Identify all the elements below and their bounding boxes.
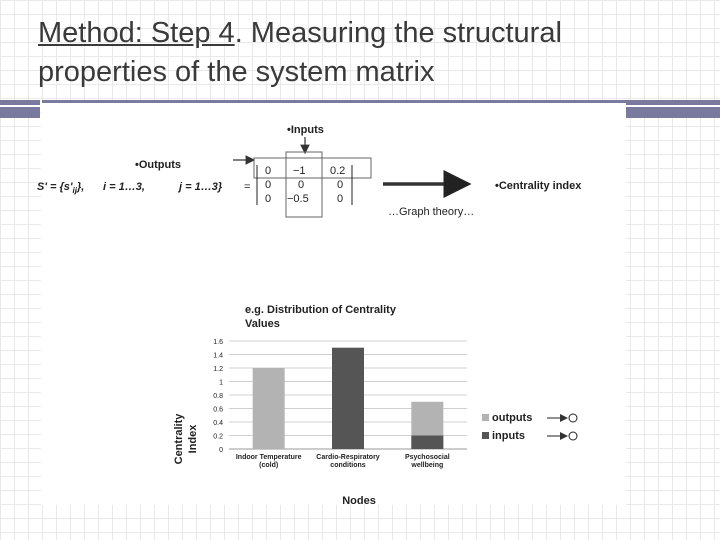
formula-j: j = 1…3} <box>179 181 223 193</box>
chart-bar-inputs <box>332 348 364 449</box>
matrix-cell: 0 <box>265 193 272 205</box>
chart-legend-label: outputs <box>492 412 533 424</box>
chart-ytick: 0.6 <box>213 406 223 414</box>
chart-bar-outputs <box>253 368 285 449</box>
chart-legend-label: inputs <box>492 430 525 442</box>
chart-xtick: conditions <box>330 462 366 469</box>
figure-svg <box>37 103 626 507</box>
title-step: Method: Step 4 <box>38 17 235 49</box>
centrality-label: •Centrality index <box>495 180 582 192</box>
chart-ytick: 1.2 <box>213 366 223 373</box>
accent-bar-right <box>626 100 720 118</box>
equals-sign: = <box>244 181 251 193</box>
graph-theory-label: …Graph theory… <box>388 206 475 218</box>
chart-xlabel: Nodes <box>342 495 376 507</box>
chart-title-line1: e.g. Distribution of Centrality <box>245 304 396 316</box>
chart-title-line2: Values <box>245 318 280 330</box>
matrix-cell: 0 <box>265 165 272 177</box>
matrix-cell: 0 <box>337 193 344 205</box>
chart-legend-swatch <box>482 432 489 439</box>
outputs-label: •Outputs <box>135 159 182 171</box>
chart-ytick: 1.4 <box>213 352 223 360</box>
chart-xtick: (cold) <box>259 462 279 469</box>
chart-xtick: Cardio-Respiratory <box>316 454 380 461</box>
slide-title <box>38 14 698 92</box>
matrix-cell: −0.5 <box>287 193 309 205</box>
chart-plot <box>213 339 577 469</box>
content-image <box>37 103 626 507</box>
matrix-cell: 0 <box>298 179 305 191</box>
formula-s: $S' = \{s'_{ij}\}$, <box>37 181 85 195</box>
chart-ytick: 1.6 <box>213 339 223 346</box>
chart-ylabel-line2: Index <box>187 424 199 454</box>
chart-xtick: Indoor Temperature <box>235 454 302 461</box>
formula-i: i = 1…3, <box>103 181 145 193</box>
chart-ylabel-line1: Centrality <box>173 413 185 465</box>
chart-ytick: 1 <box>219 379 223 387</box>
chart-bar-inputs <box>411 436 443 450</box>
chart-legend-node-icon <box>569 414 577 422</box>
system-matrix <box>254 152 371 217</box>
chart-ytick: 0.2 <box>213 433 223 441</box>
matrix-cell: −1 <box>293 165 306 177</box>
chart-ytick: 0 <box>219 447 223 454</box>
inputs-label: •Inputs <box>287 124 324 136</box>
chart-xtick: Psychosocial <box>404 454 450 461</box>
matrix-cell: 0.2 <box>330 165 346 177</box>
chart-legend-swatch <box>482 414 489 421</box>
matrix-cell: 0 <box>337 179 344 191</box>
chart-ytick: 0.4 <box>213 420 223 427</box>
matrix-cell: 0 <box>265 179 272 191</box>
title-rest: . Measuring the structural properties of the system matrix <box>38 17 562 88</box>
chart-ytick: 0.8 <box>213 393 223 400</box>
chart-legend-node-icon <box>569 432 577 440</box>
accent-bar-left <box>0 100 40 118</box>
chart-xtick: wellbeing <box>411 462 444 469</box>
